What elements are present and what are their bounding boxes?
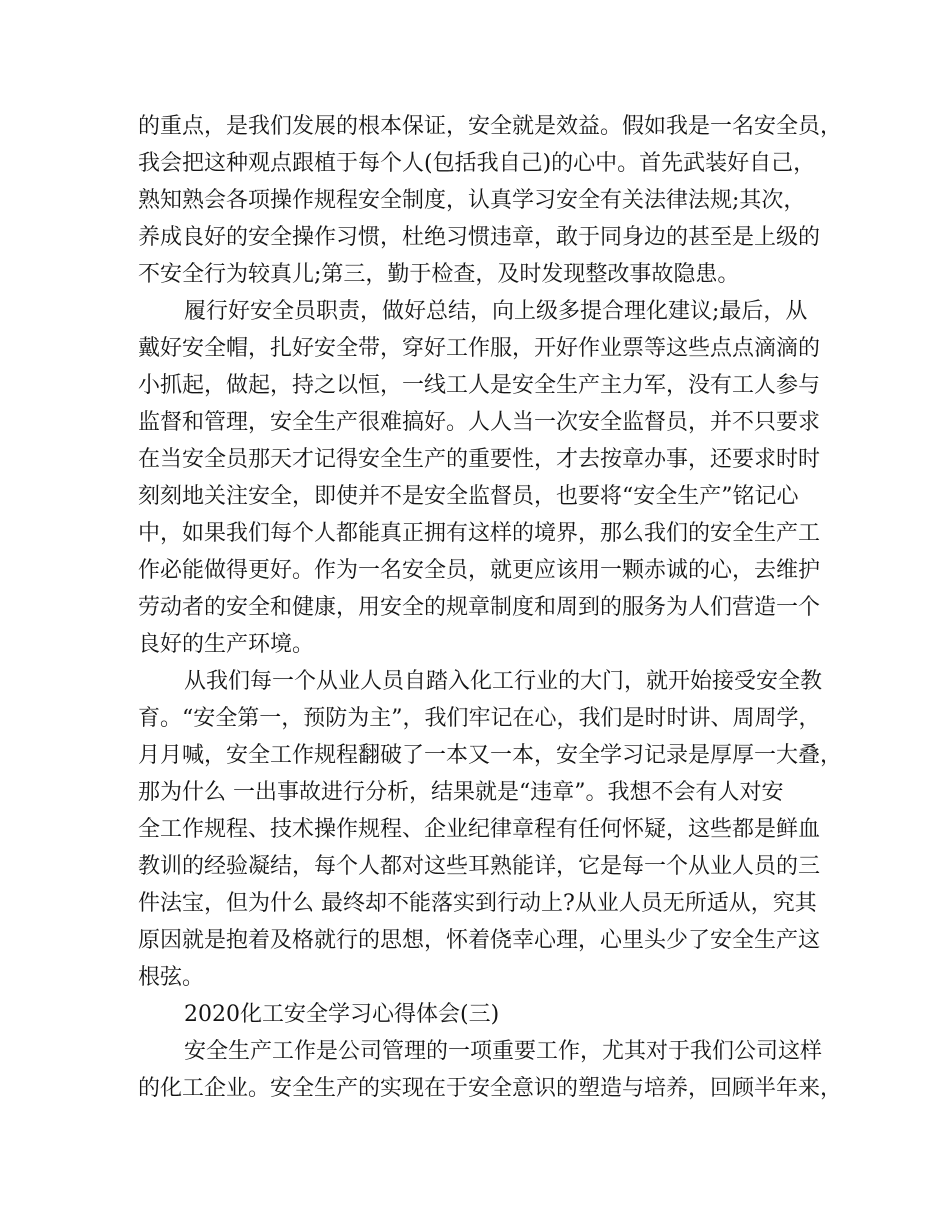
text-line: 刻刻地关注安全，即使并不是安全监督员，也要将“安全生产”铭记心 — [138, 484, 799, 509]
section-heading — [138, 996, 828, 1033]
text-line: 原因就是抱着及格就行的思想，怀着侥幸心理，心里头少了安全生产这 — [138, 928, 821, 953]
text-line: 在当安全员那天才记得安全生产的重要性，才去按章办事，还要求时时 — [138, 447, 821, 472]
text-line: 的重点，是我们发展的根本保证，安全就是效益。假如我是一名安全员， — [138, 114, 843, 139]
text-line: 履行好安全员职责，做好总结，向上级多提合理化建议;最后，从 — [184, 299, 808, 324]
text-line: 全工作规程、技术操作规程、企业纪律章程有任何怀疑，这些都是鲜血 — [138, 817, 821, 842]
paragraph — [138, 663, 843, 996]
text-line: 那为什么 一出事故进行分析，结果就是“违章”。我想不会有人对安 — [138, 780, 784, 805]
paragraph — [138, 1033, 843, 1107]
text-line: 根弦。 — [138, 965, 205, 990]
text-line: 监督和管理，安全生产很难搞好。人人当一次安全监督员，并不只要求 — [138, 410, 821, 435]
paragraph — [138, 293, 828, 663]
text-line: 劳动者的安全和健康，用安全的规章制度和周到的服务为人们营造一个 — [138, 595, 821, 620]
text-line: 不安全行为较真儿;第三，勤于检查，及时发现整改事故隐患。 — [138, 262, 740, 287]
text-line: 中，如果我们每个人都能真正拥有这样的境界，那么我们的安全生产工 — [138, 521, 821, 546]
text-line: 安全生产工作是公司管理的一项重要工作，尤其对于我们公司这样 — [184, 1039, 823, 1064]
text-line: 的化工企业。安全生产的实现在于安全意识的塑造与培养，回顾半年来， — [138, 1076, 843, 1101]
document-body — [138, 108, 843, 1107]
text-line: 教训的经验凝结，每个人都对这些耳熟能详，它是每一个从业人员的三 — [138, 854, 821, 879]
text-line: 熟知熟会各项操作规程安全制度，认真学习安全有关法律法规;其次， — [138, 188, 806, 213]
text-line: 育。“安全第一，预防为主”，我们牢记在心，我们是时时讲、周周学， — [138, 706, 821, 731]
text-line: 小抓起，做起，持之以恒，一线工人是安全生产主力军，没有工人参与 — [138, 373, 821, 398]
text-line: 从我们每一个从业人员自踏入化工行业的大门，就开始接受安全教 — [184, 669, 823, 694]
text-line: 月月喊，安全工作规程翻破了一本又一本，安全学习记录是厚厚一大叠， — [138, 743, 843, 768]
text-line: 养成良好的安全操作习惯，杜绝习惯违章，敢于同身边的甚至是上级的 — [138, 225, 821, 250]
text-line: 件法宝，但为什么 最终却不能落实到行动上?从业人员无所适从，究其 — [138, 891, 817, 916]
text-line: 戴好安全帽，扎好安全带，穿好工作服，开好作业票等这些点点滴滴的 — [138, 336, 821, 361]
text-line: 作必能做得更好。作为一名安全员，就更应该用一颗赤诚的心，去维护 — [138, 558, 821, 583]
text-line: 良好的生产环境。 — [138, 632, 315, 657]
heading-text: 2020化工安全学习心得体会(三) — [184, 1002, 500, 1027]
paragraph — [138, 108, 843, 293]
text-line: 我会把这种观点跟植于每个人(包括我自己)的心中。首先武装好自己， — [138, 151, 816, 176]
